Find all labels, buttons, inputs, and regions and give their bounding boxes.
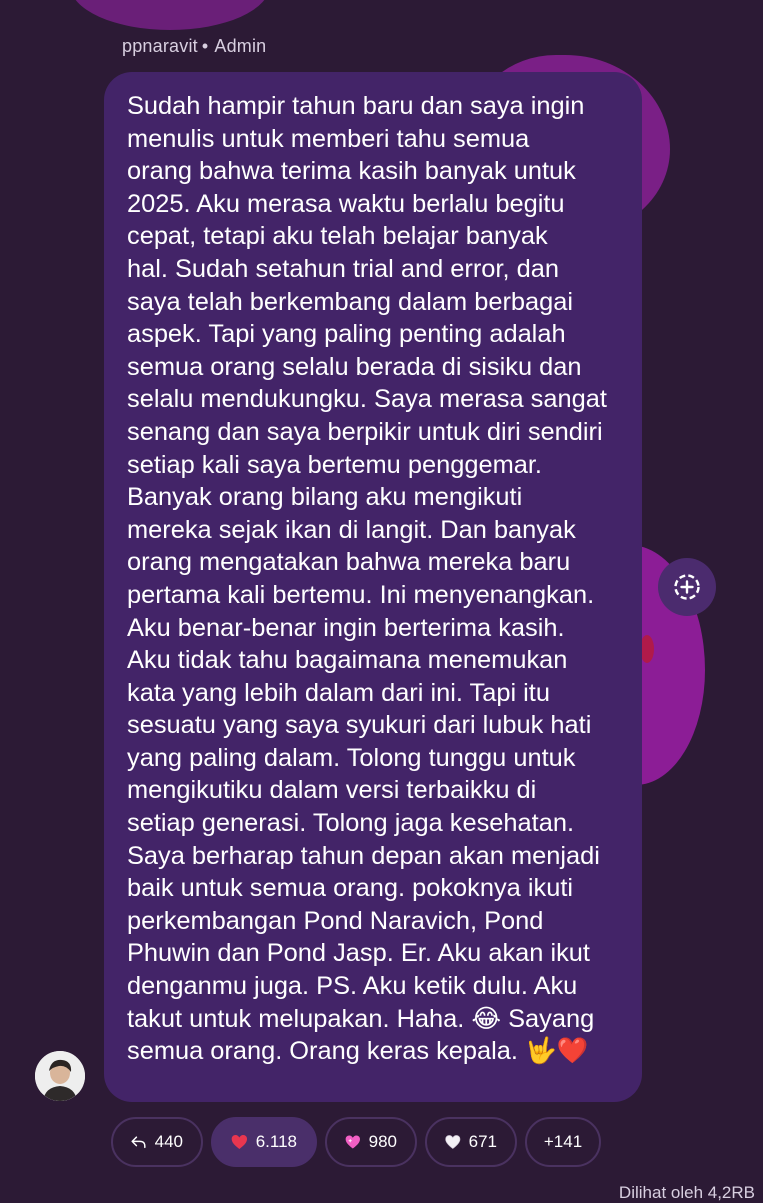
background-blob [640, 635, 654, 663]
heart-reaction-button[interactable] [211, 1117, 317, 1167]
heart-count: 6.118 [255, 1132, 297, 1151]
sender-role: Admin [214, 36, 267, 56]
message-bubble[interactable] [104, 72, 642, 1102]
avatar-image [35, 1051, 85, 1101]
white-heart-icon [445, 1132, 461, 1152]
reply-count-button[interactable] [111, 1117, 203, 1167]
message-text: Sudah hampir tahun baru dan saya ingin menulis untuk memberi tahu semua orang bahwa terima kasih banyak untuk 2025. Aku merasa waktu berlalu begitu cepat, tetapi aku telah belajar banyak hal. Sudah setahun trial and error, dan saya telah berkembang dalam berbagai aspek. Tapi yang paling penting adalah semua orang selalu berada di sisiku dan selalu mendukungku. Saya merasa sangat senang dan saya berpikir untuk diri sendiri setiap kali saya bertemu penggemar. Banyak orang bilang aku mengikuti mereka sejak ikan di langit. Dan banyak orang mengatakan bahwa mereka baru pertama kali bertemu. Ini menyenangkan. Aku benar-benar ingin berterima kasih. Aku tidak tahu bagaimana menemukan kata yang lebih dalam dari ini. Tapi itu sesuatu yang saya syukuri dari lubuk hati yang paling dalam. Tolong tunggu untuk mengikutiku dalam versi terbaikku di setiap generasi. Tolong jaga kesehatan. Saya berharap tahun depan akan menjadi baik untuk semua orang. pokoknya ikuti perkembangan Pond Naravich, Pond Phuwin dan Pond Jasp. Er. Aku akan ikut denganmu juga. PS. Aku ketik dulu. Aku takut untuk melupakan. Haha. 😂 Sayang semua orang. Orang keras kepala. 🤟❤️ [127, 92, 607, 1066]
reply-arrow-icon [131, 1131, 147, 1153]
add-reaction-icon [672, 572, 702, 602]
sparkling-heart-count: 980 [368, 1132, 397, 1151]
sparkling-heart-reaction-button[interactable] [325, 1117, 417, 1167]
more-reactions-count: +141 [543, 1132, 583, 1151]
reply-count: 440 [154, 1132, 183, 1151]
avatar[interactable] [35, 1051, 85, 1101]
white-heart-reaction-button[interactable] [425, 1117, 517, 1167]
more-reactions-button[interactable] [525, 1117, 601, 1167]
separator-dot: • [201, 36, 209, 56]
sparkling-heart-icon [345, 1132, 361, 1152]
message-sender [122, 36, 266, 57]
sender-name: ppnaravit [122, 36, 198, 56]
white-heart-count: 671 [468, 1132, 497, 1151]
view-count: Dilihat oleh 4,2RB [618, 1183, 755, 1202]
reaction-bar [111, 1117, 601, 1167]
background-blob [70, 0, 270, 30]
add-reaction-button[interactable] [658, 558, 716, 616]
red-heart-icon [231, 1132, 248, 1152]
